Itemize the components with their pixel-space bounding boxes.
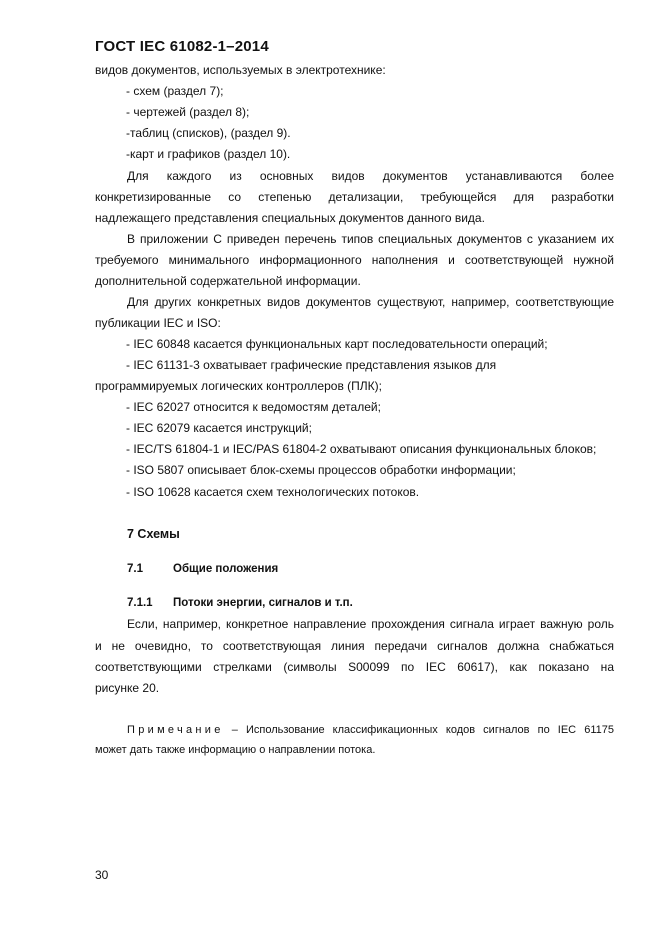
paragraph-line: рисунке 20. — [95, 681, 160, 695]
section-heading: 7 Схемы — [127, 527, 180, 541]
list-item: - чертежей (раздел 8); — [126, 105, 250, 119]
paragraph-line: Если, например, конкретное направление прохождения сигнала играет важную роль — [127, 617, 614, 631]
paragraph-line: соответствующими стрелками (символы S00099 по IEC 60617), как показано на — [95, 660, 614, 674]
note-label: Примечание — [127, 724, 224, 736]
note-line — [127, 723, 614, 737]
list-item: - схем (раздел 7); — [126, 84, 224, 98]
note-line: может дать также информацию о направлении потока. — [95, 744, 376, 756]
list-item-continuation: программируемых логических контроллеров (ПЛК); — [95, 379, 382, 393]
paragraph-line: В приложении С приведен перечень типов специальных документов с указанием их — [127, 232, 614, 246]
note-text: – Использование классификационных кодов сигналов по IEC 61175 — [223, 724, 614, 736]
list-item: -таблиц (списков), (раздел 9). — [126, 126, 291, 140]
subsubsection-title: Потоки энергии, сигналов и т.п. — [173, 597, 353, 609]
subsection-number: 7.1 — [127, 563, 143, 575]
paragraph-line: требуемого минимального информационного наполнения и соответствующей нужной — [95, 253, 614, 267]
list-item: - IEC 62079 касается инструкций; — [126, 421, 312, 435]
subsection-title: Общие положения — [173, 563, 279, 575]
list-item: - ISO 5807 описывает блок-схемы процессов обработки информации; — [126, 463, 516, 477]
list-item: -карт и графиков (раздел 10). — [126, 147, 291, 161]
paragraph-line: публикации IEC и ISO: — [95, 316, 221, 330]
paragraph-line: конкретизированные со степенью детализации, требующейся для разработки — [95, 190, 614, 204]
text-line: видов документов, используемых в электротехнике: — [95, 63, 386, 77]
page-number: 30 — [95, 868, 109, 882]
list-item: - ISO 10628 касается схем технологических потоков. — [126, 485, 420, 499]
paragraph-line: надлежащего представления специальных документов данного вида. — [95, 211, 485, 225]
document-header-title: ГОСТ IEC 61082-1–2014 — [95, 38, 269, 55]
paragraph-line: Для других конкретных видов документов существуют, например, соответствующие — [127, 295, 614, 309]
list-item: - IEC 62027 относится к ведомостям деталей; — [126, 400, 381, 414]
list-item: - IEC 61131-3 охватывает графические представления языков для — [126, 358, 497, 372]
paragraph-line: и не очевидно, то соответствующая линия передачи сигналов должна снабжаться — [95, 639, 614, 653]
paragraph-line: дополнительной содержательной информации. — [95, 274, 361, 288]
list-item: - IEC/TS 61804-1 и IEC/PAS 61804-2 охватывают описания функциональных блоков; — [126, 442, 597, 456]
list-item: - IEC 60848 касается функциональных карт последовательности операций; — [126, 337, 548, 351]
subsubsection-number: 7.1.1 — [127, 597, 153, 609]
paragraph-line: Для каждого из основных видов документов устанавливаются более — [127, 169, 614, 183]
